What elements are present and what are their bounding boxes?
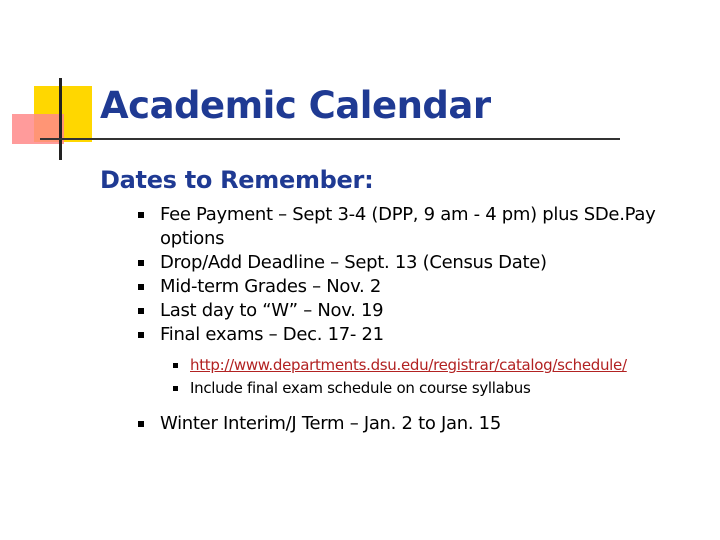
- list-item-text: Mid-term Grades – Nov. 2: [160, 276, 382, 297]
- slide-subtitle: Dates to Remember:: [100, 166, 374, 194]
- list-item-text: Drop/Add Deadline – Sept. 13 (Census Date): [160, 252, 547, 273]
- list-item: [160, 412, 700, 436]
- square-bullet-icon: [173, 386, 178, 391]
- sub-list-item[interactable]: [190, 354, 700, 377]
- list-item-text: Winter Interim/J Term – Jan. 2 to Jan. 15: [160, 413, 501, 434]
- square-bullet-icon: [138, 308, 144, 314]
- bullet-list: [160, 203, 700, 436]
- list-item-text: Final exams – Dec. 17- 21: [160, 324, 384, 345]
- sub-list-item: [190, 377, 700, 400]
- list-item: [160, 203, 700, 251]
- list-item: [160, 251, 700, 275]
- schedule-link[interactable]: http://www.departments.dsu.edu/registrar/catalog/schedule/: [190, 356, 627, 374]
- slide-title: Academic Calendar: [100, 84, 491, 127]
- square-bullet-icon: [138, 332, 144, 338]
- sub-list-item-text: Include final exam schedule on course syllabus: [190, 379, 531, 397]
- square-bullet-icon: [138, 284, 144, 290]
- title-rule: [40, 138, 620, 140]
- square-bullet-icon: [138, 212, 144, 218]
- logo-vertical-line: [59, 78, 62, 160]
- list-item: [160, 275, 700, 299]
- square-bullet-icon: [138, 260, 144, 266]
- square-bullet-icon: [138, 421, 144, 427]
- list-item-text: Last day to “W” – Nov. 19: [160, 300, 384, 321]
- logo-graphic: [0, 0, 110, 170]
- list-item-text: Fee Payment – Sept 3-4 (DPP, 9 am - 4 pm) plus SDe.Pay options: [160, 204, 656, 249]
- square-bullet-icon: [173, 363, 178, 368]
- list-item: [160, 299, 700, 323]
- list-item: [160, 323, 700, 400]
- sub-bullet-list: [160, 354, 700, 400]
